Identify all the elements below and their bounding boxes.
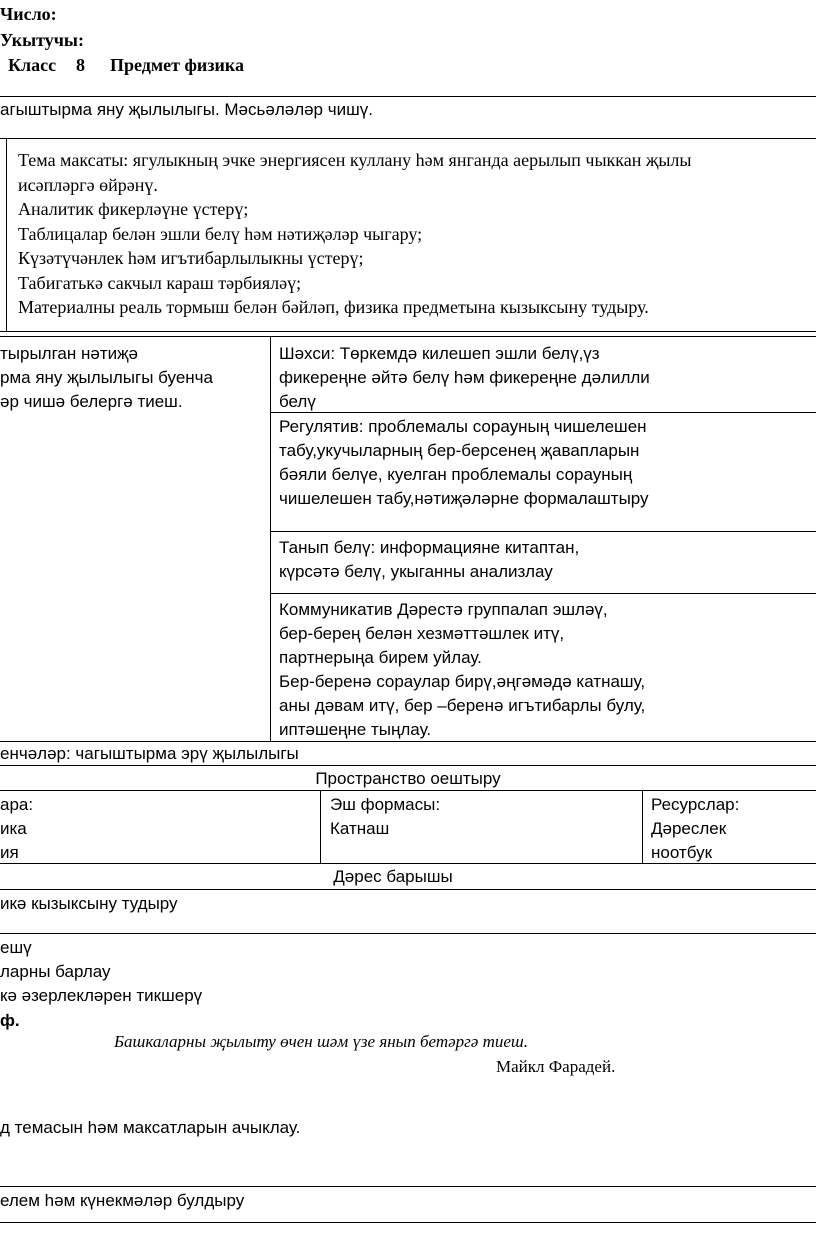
divider bbox=[270, 412, 816, 413]
outcome-line: табу,укучыларның бер-берсенең җавапларын bbox=[279, 441, 640, 460]
goals-list bbox=[18, 148, 692, 320]
divider bbox=[6, 138, 7, 331]
subject-label: Предмет физика bbox=[110, 55, 244, 75]
divider bbox=[0, 331, 816, 332]
org-line: ларны барлау bbox=[0, 962, 111, 981]
goal-item: Таблицалар белән эшли белү һәм нәтиҗәләр чыгару; bbox=[18, 223, 423, 244]
lesson-header: Дәрес барышы bbox=[333, 867, 453, 886]
resources-title: Ресурслар: bbox=[651, 795, 740, 814]
divider bbox=[0, 889, 816, 890]
planned-results bbox=[0, 342, 213, 414]
epigraph-author: Майкл Фарадей. bbox=[496, 1057, 616, 1076]
goal-item: Табигатькә сакчыл караш тәрбияләү; bbox=[18, 272, 302, 293]
class-value: 8 bbox=[76, 55, 85, 75]
outcome-line: бер-берең белән хезмәттәшлек итү, bbox=[279, 624, 565, 643]
class-label: Класс bbox=[8, 55, 57, 75]
outcome-line: партнерыңа бирем уйлау. bbox=[279, 648, 482, 667]
outcome-line: Бер-беренә сораулар бирү,әңгәмәдә катнашу, bbox=[279, 672, 646, 691]
motivation-step: икә кызыксыну тудыру bbox=[0, 894, 178, 913]
goal-item: Күзәтүчәнлек һәм игътибарлылыкны үстерү; bbox=[18, 248, 364, 268]
lesson-topic: агыштырма яну җылылыгы. Мәсьәләләр чишү. bbox=[0, 100, 373, 119]
work-form-title: Эш формасы: bbox=[330, 795, 441, 814]
space-header: Пространство оештыру bbox=[315, 769, 501, 788]
organization-step bbox=[0, 936, 202, 1008]
divider bbox=[270, 593, 816, 594]
divider bbox=[320, 790, 321, 863]
epigraph: Башкаларны җылыту өчен шәм үзе янып бетәргә тиеш. bbox=[114, 1032, 528, 1051]
regulative-outcomes bbox=[279, 415, 649, 511]
outcome-line: белү bbox=[279, 392, 316, 411]
work-form-value: Катнаш bbox=[330, 819, 390, 838]
goal-item: Тема максаты: ягулыкның эчке энергиясен куллану һәм янганда аерылып чыккан җылы bbox=[18, 150, 692, 170]
resource-item: Дәреслек bbox=[651, 819, 727, 838]
outcome-line: Коммуникатив Дәрестә группалап эшләү, bbox=[279, 600, 608, 619]
divider bbox=[0, 96, 816, 97]
outcome-line: Регулятив: проблемалы сорауның чишелешен bbox=[279, 417, 647, 436]
outcome-line: бәяли белүе, куелган проблемалы сорауның bbox=[279, 465, 633, 484]
divider bbox=[270, 336, 271, 741]
outcome-line: Шәхси: Төркемдә килешеп эшли белү,үз bbox=[279, 344, 600, 363]
goal-item: Аналитик фикерләүне үстерү; bbox=[18, 199, 249, 219]
org-mark: ф. bbox=[0, 1011, 20, 1030]
org-line: ешү bbox=[0, 938, 32, 957]
divider bbox=[0, 933, 816, 934]
resource-item: ноотбук bbox=[651, 843, 713, 862]
divider bbox=[0, 790, 816, 791]
divider bbox=[0, 138, 816, 139]
divider bbox=[270, 531, 816, 532]
outcome-line: иптәшеңне тыңлау. bbox=[279, 720, 432, 739]
cognitive-outcomes bbox=[279, 536, 579, 584]
result-line: әр чишә белергә тиеш. bbox=[0, 392, 183, 411]
outcome-line: аны дәвам итү, бер –беренә игътибарлы булу, bbox=[279, 696, 646, 715]
divider bbox=[0, 336, 816, 337]
outcome-line: фикереңне әйтә белү һәм фикереңне дәлилли bbox=[279, 368, 650, 387]
divider bbox=[0, 765, 816, 766]
goal-item: исәпләргә өйрәнү. bbox=[18, 174, 158, 195]
divider bbox=[0, 1186, 816, 1187]
result-line: рма яну җылылыгы буенча bbox=[0, 368, 213, 387]
divider bbox=[0, 1222, 816, 1223]
outcome-line: күрсәтә белү, укыганны анализлау bbox=[279, 562, 553, 581]
space-text: ика bbox=[0, 819, 27, 838]
topic-goals-step: д темасын һәм максатларын ачыклау. bbox=[0, 1118, 301, 1137]
space-text: ия bbox=[0, 843, 19, 862]
skills-step: елем һәм күнекмәләр булдыру bbox=[0, 1191, 245, 1210]
goal-item: Материалны реаль тормыш белән бәйләп, физика предметына кызыксыну тудыру. bbox=[18, 297, 649, 317]
divider bbox=[0, 863, 816, 864]
communicative-outcomes bbox=[279, 598, 645, 742]
space-text: ара: bbox=[0, 795, 34, 814]
work-form bbox=[330, 793, 440, 841]
date-label: Число: bbox=[0, 4, 57, 24]
resources bbox=[651, 793, 739, 865]
personal-outcomes bbox=[279, 342, 650, 414]
org-line: кә әзерлекләрен тикшерү bbox=[0, 986, 203, 1005]
space-col-1 bbox=[0, 793, 33, 865]
outcome-line: Танып белү: информацияне китаптан, bbox=[279, 538, 580, 557]
result-line: тырылган нәтиҗә bbox=[0, 344, 138, 363]
teacher-label: Укытучы: bbox=[0, 30, 84, 50]
key-concepts: енчәләр: чагыштырма эрү җылылыгы bbox=[0, 744, 299, 763]
outcome-line: чишелешен табу,нәтиҗәләрне формалаштыру bbox=[279, 489, 649, 508]
divider bbox=[642, 790, 643, 863]
